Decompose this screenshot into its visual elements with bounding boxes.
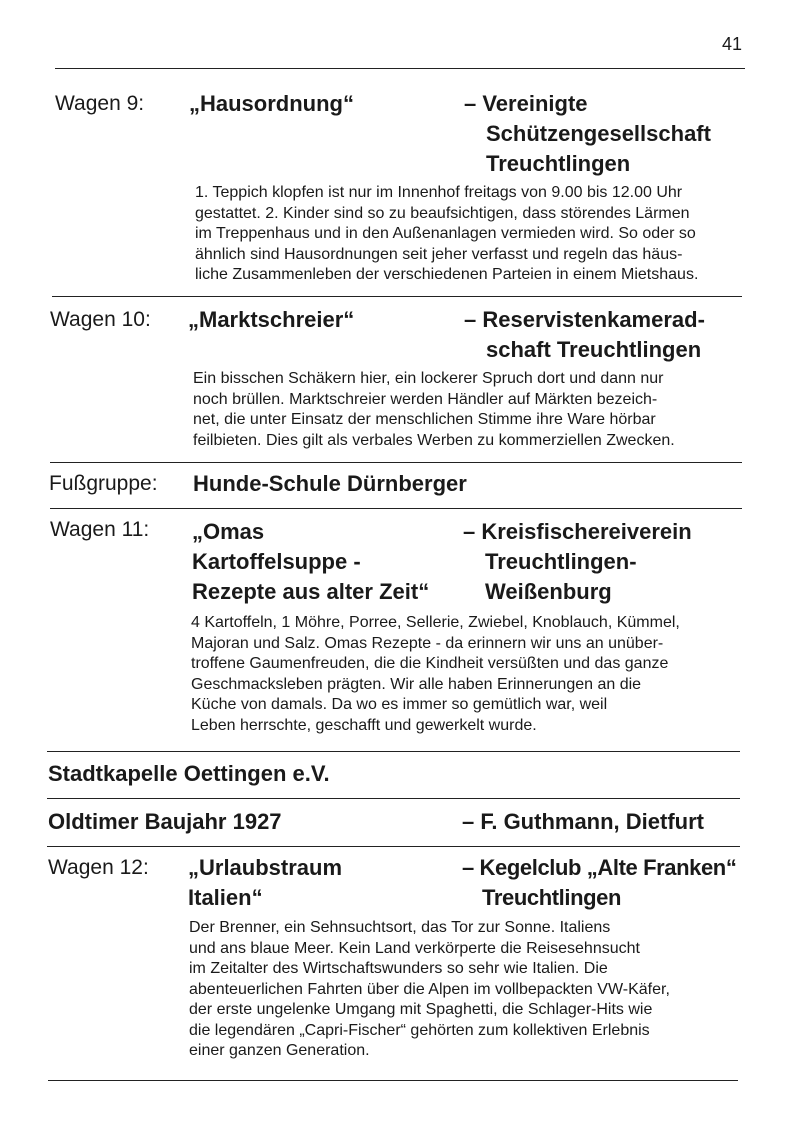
- entry-group: – Kreisfischereiverein Treuchtlingen- Weißenburg: [463, 519, 692, 604]
- divider: [55, 68, 745, 69]
- entry-title: „Hausordnung“: [189, 91, 354, 116]
- divider: [47, 751, 740, 752]
- entry-description: 1. Teppich klopfen ist nur im Innenhof freitags von 9.00 bis 12.00 Uhr gestattet. 2. Kinder sind so zu beaufsichtigen, dass störendes Lärmen im Treppenhaus und in den Außenanlagen vermieden wird. So oder so ähnlich sind Hausordnungen seit jeher verfasst und regeln das häus- liche Zusammenleben der verschiedenen Parteien in einem Mietshaus.: [195, 184, 699, 283]
- entry-group: – Kegelclub „Alte Franken“ Treuchtlingen: [462, 855, 737, 910]
- divider: [47, 846, 740, 847]
- entry-label: Wagen 10:: [50, 308, 151, 331]
- entry-title: „Marktschreier“: [188, 307, 355, 332]
- band-heading: Stadtkapelle Oettingen e.V.: [48, 761, 330, 786]
- entry-title: „Urlaubstraum Italien“: [188, 855, 343, 910]
- entry-group: – Reservistenkamerad- schaft Treuchtlingen: [464, 307, 705, 362]
- entry-group: – F. Guthmann, Dietfurt: [462, 809, 704, 834]
- entry-group: – Vereinigte Schützengesellschaft Treuchtlingen: [464, 91, 711, 176]
- divider: [48, 1080, 738, 1081]
- divider: [52, 296, 742, 297]
- entry-description: Der Brenner, ein Sehnsuchtsort, das Tor zur Sonne. Italiens und ans blaue Meer. Kein Land verkörperte die Reisesehnsucht im Zeitalter des Wirtschaftswunders so sehr wie Italien. Die abenteuerlichen Fahrten über die Alpen im vollbepackten VW-Käfer, der erste ungelenke Umgang mit Spaghetti, die Schlager-Hits wie die legendären „Capri-Fischer“ gehörten zum kollektiven Erlebnis einer ganzen Generation.: [189, 919, 670, 1059]
- divider: [50, 508, 742, 509]
- entry-title: „Omas Kartoffelsuppe - Rezepte aus alter Zeit“: [192, 519, 430, 604]
- entry-label: Fußgruppe:: [49, 472, 158, 495]
- entry-description: Ein bisschen Schäkern hier, ein lockerer Spruch dort und dann nur noch brüllen. Marktschreier werden Händler auf Märkten bezeich- net, die unter Einsatz der menschlichen Stimme ihre Ware hörbar feilbieten. Dies gilt als verbales Werben zu kommerziellen Zwecken.: [193, 370, 675, 449]
- page-number: 41: [722, 34, 743, 54]
- divider: [50, 462, 742, 463]
- entry-label: Wagen 9:: [55, 92, 145, 115]
- entry-title: Hunde-Schule Dürnberger: [193, 471, 467, 496]
- oldtimer-heading: Oldtimer Baujahr 1927: [48, 809, 282, 834]
- entry-label: Wagen 12:: [48, 856, 149, 879]
- divider: [47, 798, 740, 799]
- entry-label: Wagen 11:: [50, 518, 150, 541]
- entry-description: 4 Kartoffeln, 1 Möhre, Porree, Sellerie, Zwiebel, Knoblauch, Kümmel, Majoran und Salz. Omas Rezepte - da erinnern wir uns an unüber- troffene Gaumenfreuden, die die Kindheit versüßten und das ganze Geschmacksleben prägten. Wir alle haben Erinnerungen an die Küche von damals. Da wo es immer so gemütlich war, weil Leben herrschte, geschafft und gewerkelt wurde.: [191, 614, 680, 734]
